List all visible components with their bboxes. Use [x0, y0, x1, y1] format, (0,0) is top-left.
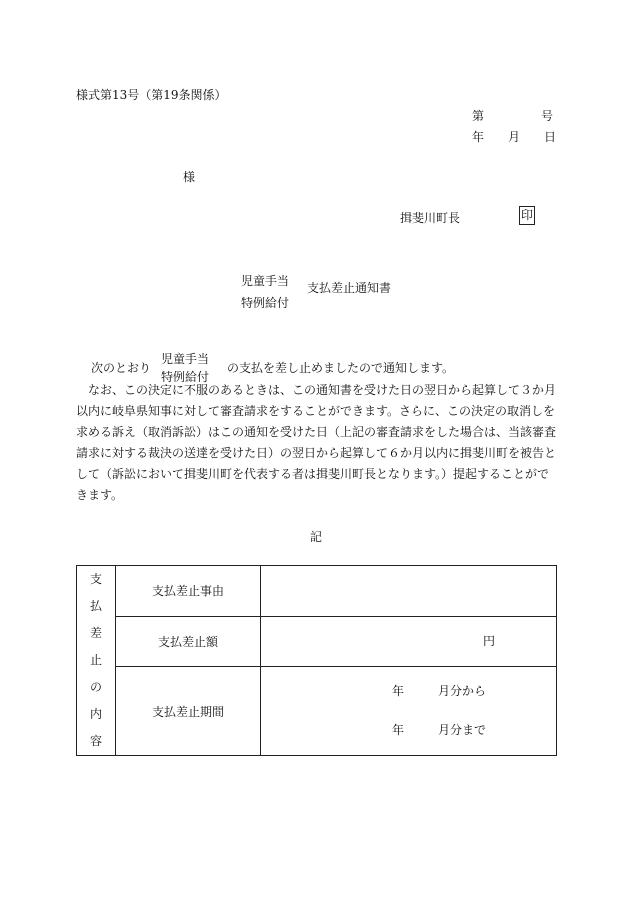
- reason-value-field[interactable]: [261, 566, 557, 617]
- vertical-label-char: 容: [89, 734, 102, 748]
- vertical-label-char: の: [89, 680, 102, 694]
- form-number: 様式第13号（第19条関係）: [76, 88, 227, 102]
- document-number-prefix: 第: [472, 109, 485, 123]
- period-from-month-label: 月分から: [438, 684, 487, 699]
- seal-box: 印: [519, 206, 535, 225]
- vertical-label-char: 止: [89, 653, 102, 667]
- date-year-label: 年: [472, 130, 485, 144]
- vertical-label-char: 支: [89, 572, 102, 586]
- suspension-details-table: [76, 565, 557, 756]
- reason-label: 支払差止事由: [116, 566, 261, 617]
- title-benefit-types: [241, 270, 289, 314]
- period-to-year-label: 年: [392, 723, 405, 738]
- document-title: 支払差止通知書: [307, 281, 392, 295]
- notice-sentence-end: の支払を差し止めましたので通知します。: [227, 361, 455, 375]
- title-benefit-line-1: 児童手当: [241, 274, 290, 288]
- issuer-name: 揖斐川町長: [400, 211, 461, 225]
- amount-value-field[interactable]: [261, 616, 557, 667]
- amount-label: 支払差止額: [116, 616, 261, 667]
- date-day-label: 日: [544, 130, 557, 144]
- notice-sentence-start: 次のとおり: [91, 361, 152, 375]
- record-heading: 記: [310, 530, 323, 544]
- appeal-notice-paragraph: なお、この決定に不服のあるときは、この通知書を受けた日の翌日から起算して３か月以内に岐阜県知事に対して審査請求をすることができます。さらに、この決定の取消しを求める訴え（取消訴訟）はこの通知を受けた日（上記の審査請求をした場合は、当該審査請求に対する裁決の送達を受けた日）の翌日から起算して６か月以内に揖斐川町を被告として（訴訟において揖斐川町を代表する者は揖斐川町長となります。）提起することができます。: [76, 383, 557, 502]
- document-number-suffix: 号: [541, 109, 554, 123]
- vertical-label-char: 払: [89, 599, 102, 613]
- amount-unit: 円: [483, 633, 496, 648]
- recipient-honorific: 様: [183, 170, 196, 184]
- notice-benefit-line-2: 特例給付: [161, 370, 210, 384]
- period-to-month-label: 月分まで: [438, 723, 487, 738]
- period-label: 支払差止期間: [116, 667, 261, 756]
- period-value-field[interactable]: [261, 667, 557, 756]
- period-from-year-label: 年: [392, 684, 405, 699]
- date-month-label: 月: [508, 130, 521, 144]
- notice-benefit-line-1: 児童手当: [161, 352, 210, 366]
- title-benefit-line-2: 特例給付: [241, 296, 290, 310]
- vertical-label-char: 差: [89, 626, 102, 640]
- vertical-label-char: 内: [89, 707, 102, 721]
- suspension-content-vertical-label: [77, 566, 116, 756]
